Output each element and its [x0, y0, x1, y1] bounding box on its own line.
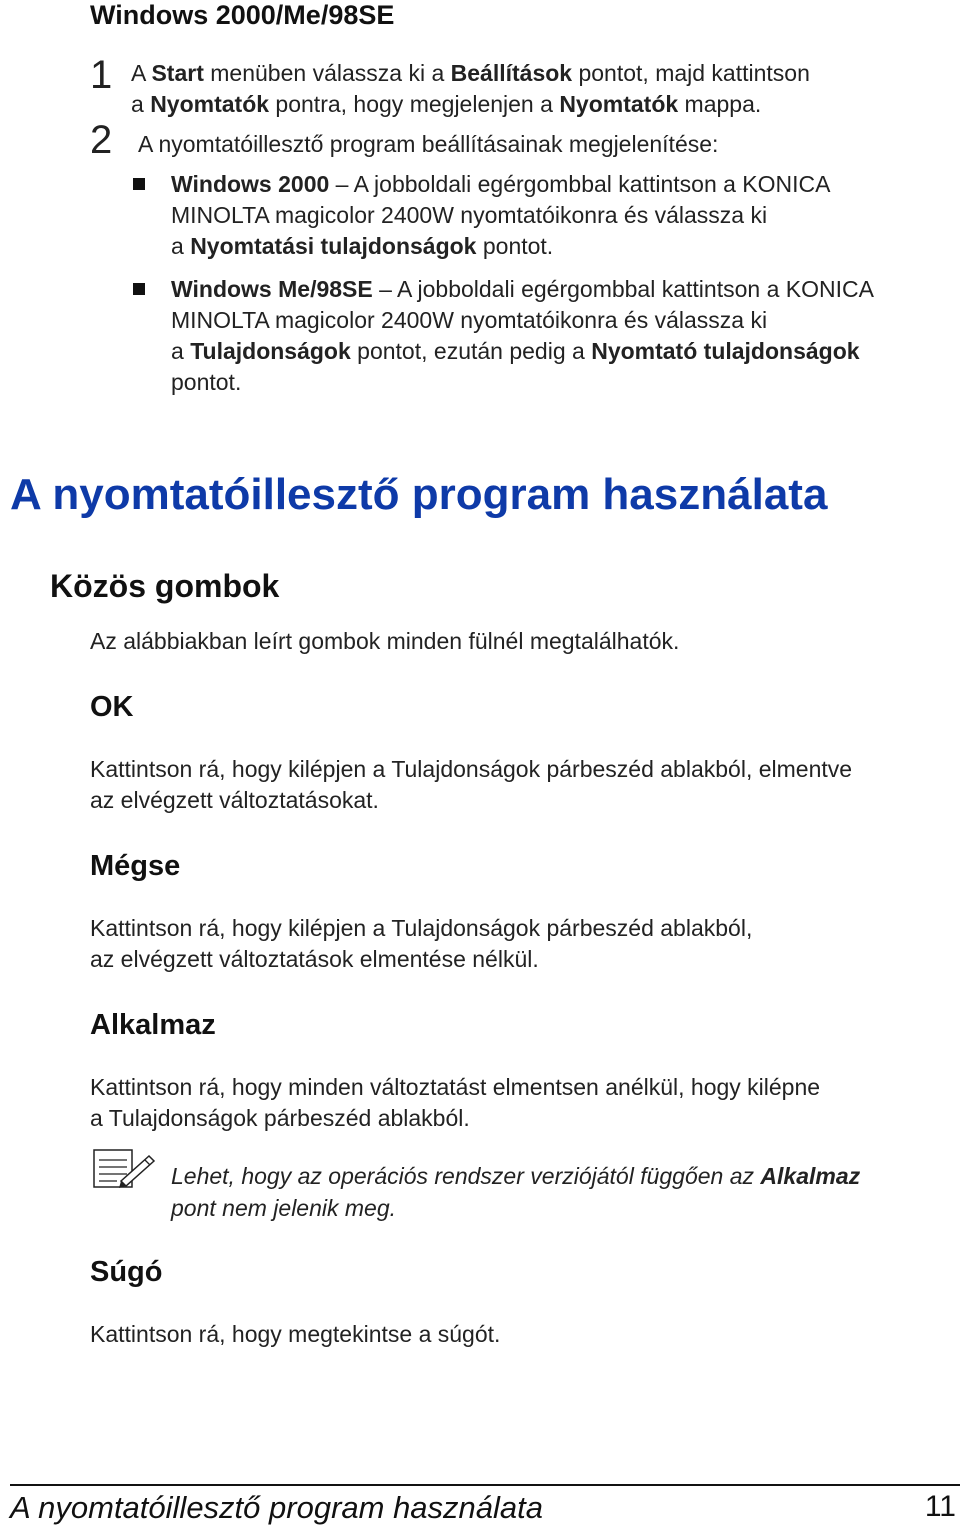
section-title: Windows 2000/Me/98SE — [90, 0, 395, 30]
step-2-text: A nyomtatóillesztő program beállításainak megjelenítése: — [138, 131, 719, 157]
step-1-text: A Start menüben válassza ki a Beállítások pontot, majd kattintson a Nyomtatók pontra, hogy megjelenjen a Nyomtatók mappa. — [131, 60, 810, 117]
term-cancel-desc: Kattintson rá, hogy kilépjen a Tulajdonságok párbeszéd ablakból, az elvégzett változtatások elmentése nélkül. — [90, 915, 753, 972]
term-ok-desc: Kattintson rá, hogy kilépjen a Tulajdonságok párbeszéd ablakból, elmentve az elvégzett változtatásokat. — [90, 756, 853, 813]
term-help-desc: Kattintson rá, hogy megtekintse a súgót. — [90, 1321, 501, 1347]
term-apply-title: Alkalmaz — [90, 1009, 216, 1041]
bullet-square-icon — [133, 178, 145, 190]
term-cancel-title: Mégse — [90, 850, 181, 882]
term-apply-desc: Kattintson rá, hogy minden változtatást elmentsen anélkül, hogy kilépne a Tulajdonságok párbeszéd ablakból. — [90, 1074, 821, 1131]
note-text: Lehet, hogy az operációs rendszer verziójától függően az Alkalmaz pont nem jelenik meg. — [171, 1163, 861, 1221]
note-pencil-icon — [93, 1148, 159, 1190]
footer-page-number: 11 — [924, 1490, 956, 1523]
step-number-2: 2 — [90, 118, 113, 162]
footer-title: A nyomtatóillesztő program használata — [10, 1490, 544, 1525]
main-heading: A nyomtatóillesztő program használata — [10, 470, 828, 519]
bullet-square-icon — [133, 283, 145, 295]
term-help-title: Súgó — [90, 1256, 163, 1288]
term-ok-title: OK — [90, 691, 134, 723]
footer-divider — [10, 1484, 960, 1486]
sub-heading: Közös gombok — [50, 568, 280, 604]
intro-text: Az alábbiakban leírt gombok minden fülnél megtalálhatók. — [90, 628, 680, 654]
bullet-windows-me: Windows Me/98SE – A jobboldali egérgombbal kattintson a KONICA MINOLTA magicolor 2400W nyomtatóikonra és válassza ki a Tulajdonságok pontot, ezután pedig a Nyomtató tulajdonságok pontot. — [171, 276, 874, 395]
bullet-windows-2000: Windows 2000 – A jobboldali egérgombbal kattintson a KONICA MINOLTA magicolor 2400W nyomtatóikonra és válassza ki a Nyomtatási tulajdonságok pontot. — [171, 171, 831, 259]
step-number-1: 1 — [90, 53, 113, 97]
